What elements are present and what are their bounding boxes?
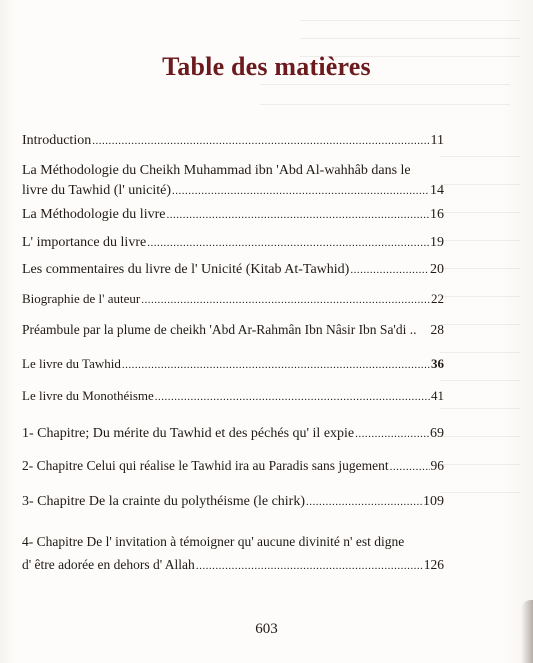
toc-entry-label: 4- Chapitre De l' invitation à témoigner qu' aucune divinité n' est digne (22, 534, 405, 549)
toc-entry[interactable] (22, 161, 444, 201)
toc-entry[interactable] (22, 456, 444, 477)
toc-page-number: 19 (430, 235, 444, 250)
dot-leader (196, 555, 423, 576)
toc-entry[interactable] (22, 205, 444, 225)
toc-entry[interactable] (22, 354, 444, 375)
toc-entry[interactable] (22, 424, 444, 444)
toc-entry-label: Les commentaires du livre de l' Unicité (Kitab At-Tawhid) (22, 262, 350, 277)
toc-entry-label: Le livre du Tawhid (22, 356, 121, 371)
toc-entry-label-continued: livre du Tawhid (l' unicité) (22, 183, 172, 198)
toc-entry-label: La Méthodologie du livre (22, 207, 166, 222)
toc-entry[interactable] (22, 260, 444, 280)
toc-entry-label: Introduction (22, 133, 92, 148)
toc-entry[interactable] (22, 131, 444, 151)
toc-entry-label: 3- Chapitre De la crainte du polythéisme (le chirk) (22, 494, 306, 509)
toc-entry-label: Préambule par la plume de cheikh 'Abd Ar-Rahmân Ibn Nâsir Ibn Sa'di .. (22, 322, 417, 337)
dot-leader (141, 289, 430, 310)
toc-entry[interactable] (22, 492, 444, 512)
toc-entry-label: 1- Chapitre; Du mérite du Tawhid et des péchés qu' il expie (22, 426, 355, 441)
dot-leader (166, 205, 429, 225)
toc-page-number: 126 (423, 557, 444, 572)
page-title: Table des matières (162, 52, 371, 81)
dot-leader (306, 492, 422, 512)
toc-entry[interactable] (22, 386, 444, 407)
toc-page-number: 22 (431, 291, 444, 306)
toc-page-number: 16 (430, 207, 444, 222)
toc-page-number: 96 (430, 458, 444, 473)
dot-leader (350, 260, 429, 280)
toc-page-number: 36 (431, 356, 444, 371)
toc-entry[interactable] (22, 532, 444, 576)
dot-leader (355, 424, 429, 444)
toc-entry[interactable] (22, 233, 444, 253)
bleed-through-text (440, 140, 520, 500)
dot-leader (155, 386, 430, 407)
toc-entry-label-continued: d' être adorée en dehors d' Allah (22, 557, 195, 572)
dot-leader (92, 131, 429, 151)
toc-entry[interactable] (22, 320, 444, 340)
dot-leader (147, 233, 429, 253)
toc-entry-label: Le livre du Monothéisme (22, 388, 154, 403)
dot-leader (390, 456, 430, 477)
toc-entry[interactable] (22, 289, 444, 310)
page-footer-number: 603 (255, 621, 278, 637)
toc-entry-label: La Méthodologie du Cheikh Muhammad ibn 'Abd Al-wahhâb dans le (22, 163, 411, 178)
toc-entry-label: 2- Chapitre Celui qui réalise le Tawhid ira au Paradis sans jugement (22, 458, 389, 473)
toc-page-number: 14 (430, 183, 444, 198)
toc-entry-label: L' importance du livre (22, 235, 147, 250)
toc-page-number: 20 (430, 262, 444, 277)
toc-page-number: 41 (431, 388, 444, 403)
dot-leader (172, 181, 429, 201)
toc-page-number: 11 (430, 133, 444, 148)
toc-page-number: 109 (423, 494, 444, 509)
dot-leader (122, 354, 430, 375)
page-edge-shadow (521, 600, 533, 663)
toc-page-number: 69 (430, 426, 444, 441)
toc-page-number: 28 (430, 322, 444, 337)
toc-entry-label: Biographie de l' auteur (22, 291, 141, 306)
